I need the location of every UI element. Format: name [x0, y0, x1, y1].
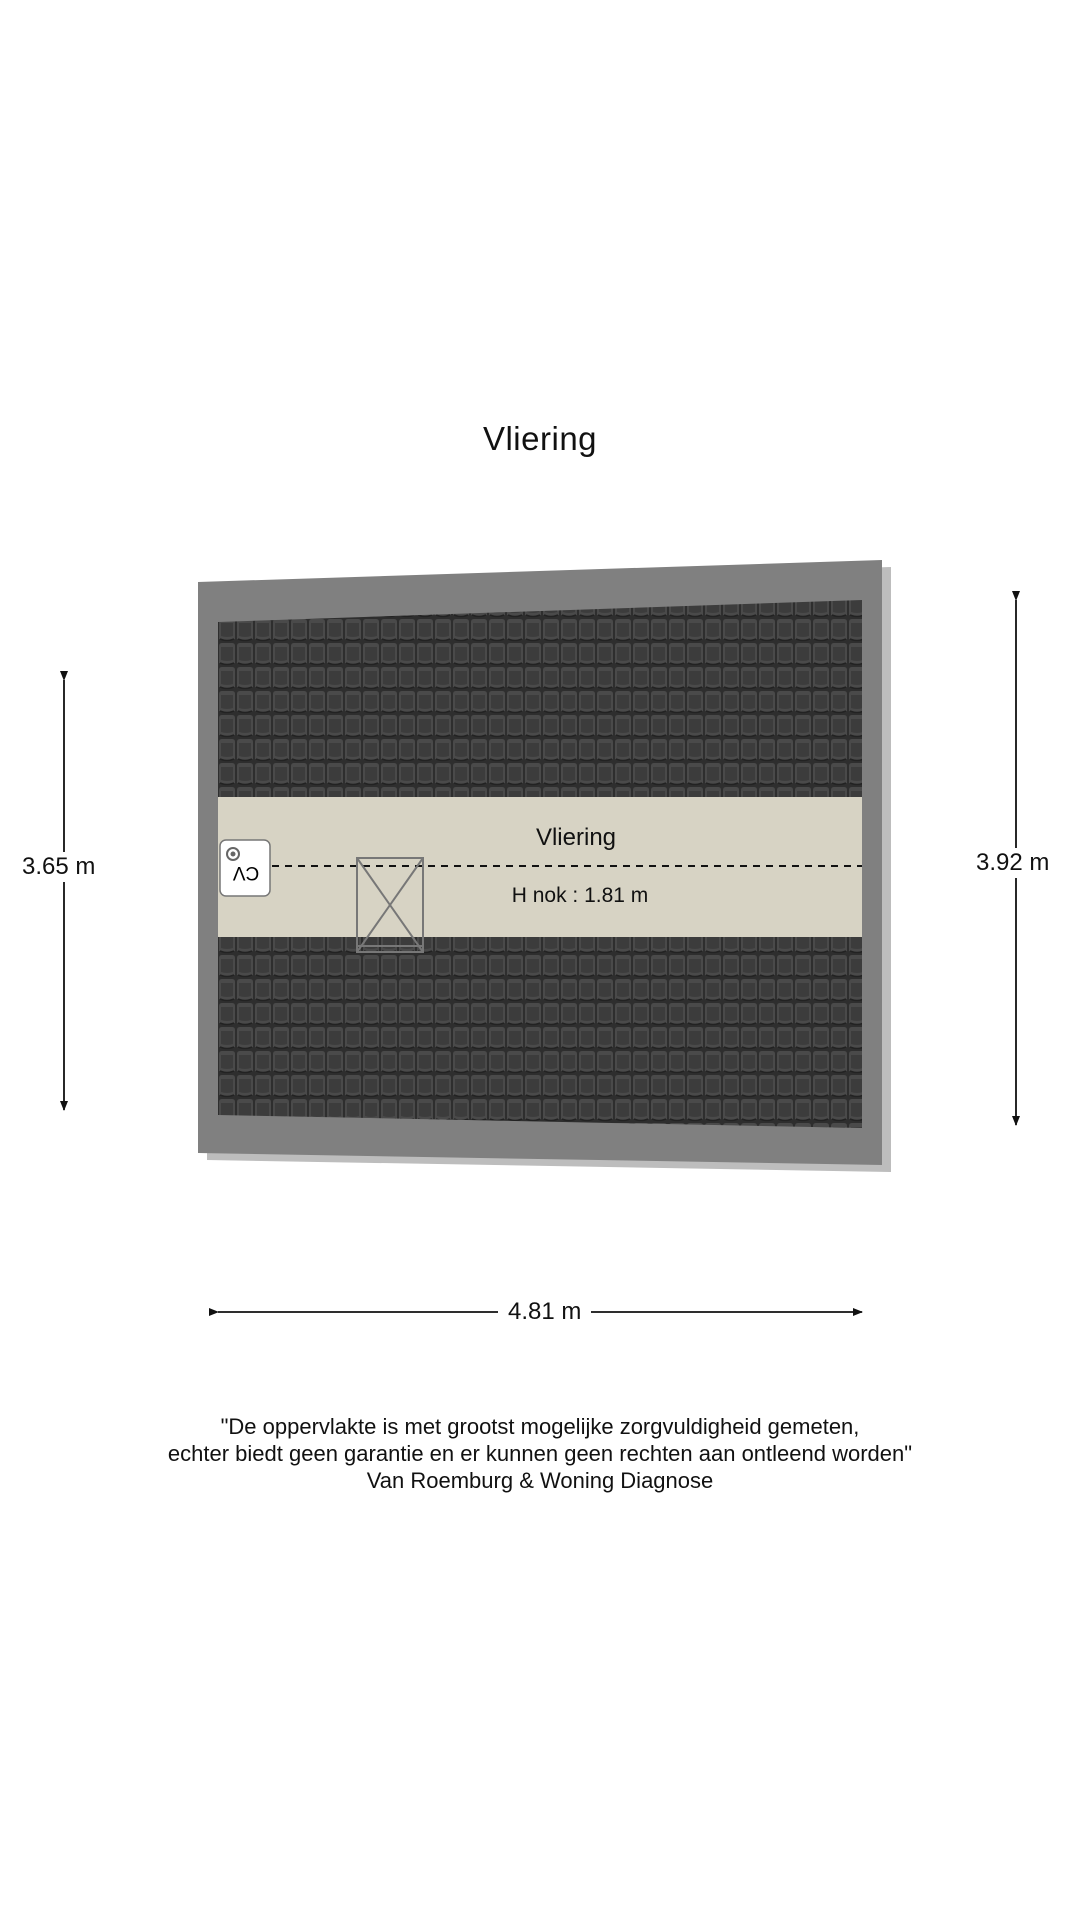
room-name: Vliering: [535, 824, 617, 851]
left-dimension-label: 3.65 m: [22, 853, 96, 880]
disclaimer-line-1: "De oppervlakte is met grootst mogelijke zorgvuldigheid gemeten,: [220, 1414, 860, 1439]
disclaimer-line-2: echter biedt geen garantie en er kunnen geen rechten aan ontleend worden": [167, 1441, 913, 1466]
floor-title: Vliering: [482, 420, 598, 457]
bottom-dimension-label: 4.81 m: [498, 1297, 591, 1327]
disclaimer-line-3: Van Roemburg & Woning Diagnose: [366, 1468, 714, 1493]
ridge-height: H nok : 1.81 m: [511, 884, 649, 907]
right-dimension-label: 3.92 m: [976, 849, 1050, 876]
boiler-label: CV: [232, 861, 260, 883]
disclaimer: [0, 1413, 1080, 1494]
